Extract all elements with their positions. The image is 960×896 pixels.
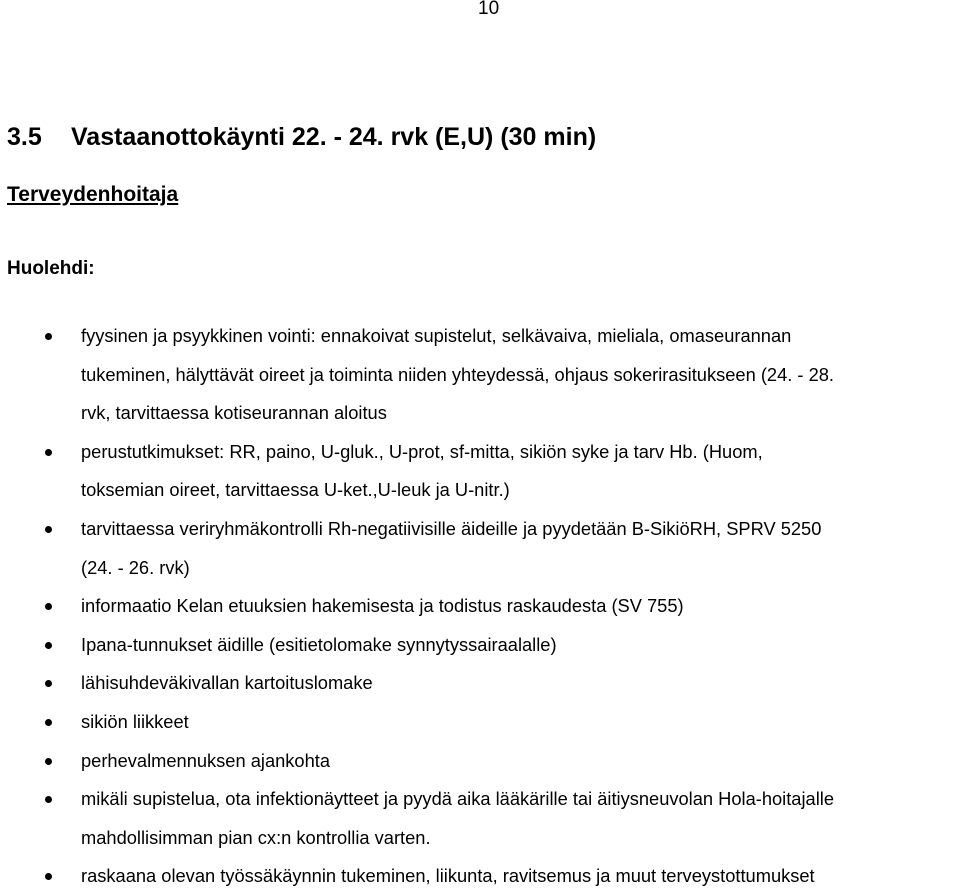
list-item bbox=[0, 433, 960, 510]
list-item bbox=[0, 510, 960, 587]
list-item bbox=[0, 626, 960, 665]
role-heading: Terveydenhoitaja bbox=[7, 183, 179, 206]
bullet-icon bbox=[45, 758, 52, 765]
section-title: Vastaanottokäynti 22. - 24. rvk (E,U) (30 min) bbox=[71, 123, 597, 151]
care-heading: Huolehdi: bbox=[7, 258, 95, 279]
bullet-icon bbox=[45, 333, 52, 340]
list-item bbox=[0, 703, 960, 742]
bullet-icon bbox=[45, 642, 52, 649]
list-item bbox=[0, 587, 960, 626]
list-item-text: fyysinen ja psyykkinen vointi: ennakoivat supistelut, selkävaiva, mieliala, omaseurannan tukeminen, hälyttävät oireet ja toiminta niiden yhteydessä, ohjaus sokerirasitukseen (24. - 28. rvk, tarvittaessa kotiseurannan aloitus bbox=[81, 325, 834, 424]
bullet-icon bbox=[45, 603, 52, 610]
list-item bbox=[0, 780, 960, 857]
list-item-text: sikiön liikkeet bbox=[81, 710, 189, 732]
bullet-icon bbox=[45, 719, 52, 726]
section-heading bbox=[7, 123, 596, 152]
list-item bbox=[0, 742, 960, 781]
bullet-icon bbox=[45, 796, 52, 803]
list-item-text: informaatio Kelan etuuksien hakemisesta ja todistus raskaudesta (SV 755) bbox=[81, 595, 684, 617]
list-item-text: perustutkimukset: RR, paino, U-gluk., U-prot, sf-mitta, sikiön syke ja tarv Hb. (Huom, toksemian oireet, tarvittaessa U-ket.,U-leuk ja U-nitr.) bbox=[81, 440, 763, 501]
list-item-text: mikäli supistelua, ota infektionäytteet ja pyydä aika lääkärille tai äitiysneuvolan Hola-hoitajalle mahdollisimman pian cx:n kontrollia varten. bbox=[81, 788, 834, 848]
list-item bbox=[0, 857, 960, 896]
bullet-icon bbox=[45, 449, 52, 456]
list-item-text: raskaana olevan työssäkäynnin tukeminen, liikunta, ravitsemus ja muut terveystottumukset bbox=[81, 865, 815, 887]
list-item-text: tarvittaessa veriryhmäkontrolli Rh-negatiivisille äideille ja pyydetään B-SikiöRH, SPRV 5250 (24. - 26. rvk) bbox=[81, 517, 822, 578]
care-list bbox=[0, 317, 960, 896]
page-number: 10 bbox=[478, 0, 500, 19]
bullet-icon bbox=[45, 526, 52, 533]
bullet-icon bbox=[45, 873, 52, 880]
list-item-text: lähisuhdeväkivallan kartoituslomake bbox=[81, 672, 373, 694]
section-number: 3.5 bbox=[7, 123, 42, 151]
list-item bbox=[0, 317, 960, 433]
list-item-text: perhevalmennuksen ajankohta bbox=[81, 749, 331, 771]
bullet-icon bbox=[45, 680, 52, 687]
list-item bbox=[0, 664, 960, 703]
list-item-text: Ipana-tunnukset äidille (esitietolomake synnytyssairaalalle) bbox=[81, 633, 557, 655]
